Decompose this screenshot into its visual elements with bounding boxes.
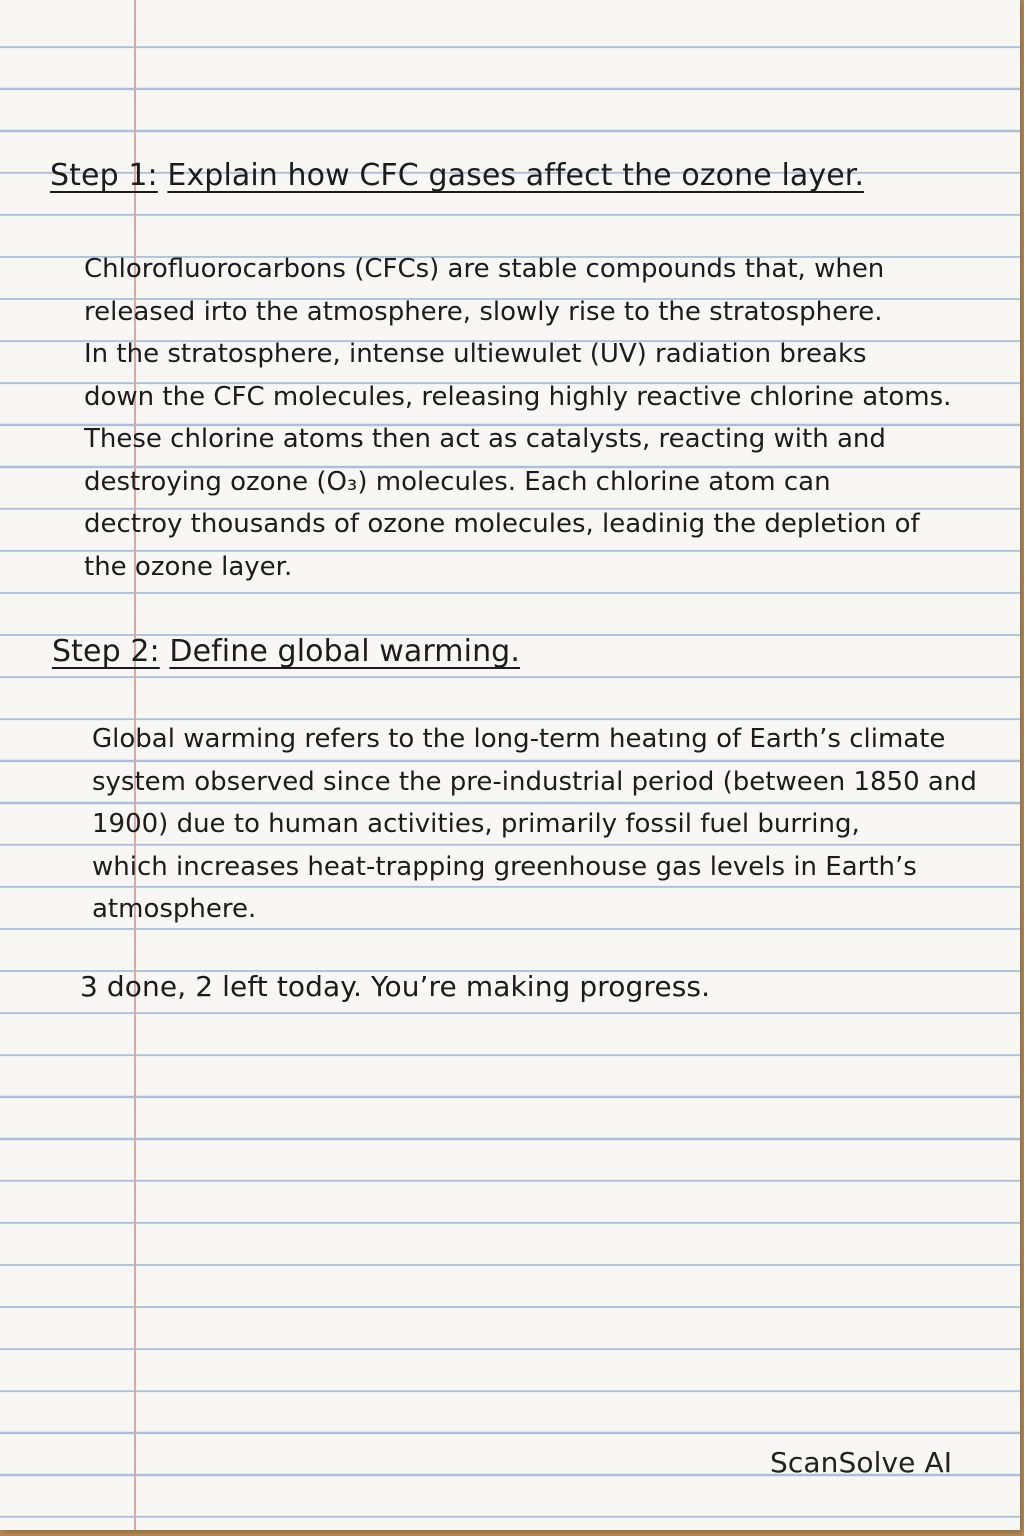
step2-line: atmosphere. <box>92 894 257 924</box>
step2-line: 1900) due to human activities, primarily fossil fuel burring, <box>92 809 860 839</box>
step1-answer <box>84 248 951 588</box>
step1-line: These chlorine atoms then act as catalysts, reacting with and <box>84 424 886 454</box>
step1-line: down the CFC molecules, releasing highly reactive chlorine atoms. <box>84 381 952 412</box>
step1-line: Chlorofluorocarbons (CFCs) are stable compounds that, when <box>84 254 885 284</box>
step1-line: dectroy thousands of ozone molecules, leadinig the depletion of <box>84 509 920 539</box>
step2-heading <box>52 634 520 669</box>
step2-line: Global warming refers to the long-term heatıng of Earth’s climate <box>92 724 946 754</box>
step2-label: Step 2: <box>52 634 160 669</box>
step1-line: the ozone layer. <box>84 551 293 582</box>
step1-label: Step 1: <box>50 158 158 193</box>
step2-question: Define global warming. <box>169 634 520 669</box>
step2-line: which increases heat-trapping greenhouse gas levels in Earth’s <box>92 851 917 882</box>
step1-line: destroying ozone (O₃) molecules. Each chlorine atom can <box>84 466 831 497</box>
step2-answer <box>92 718 977 931</box>
step1-heading <box>50 158 864 193</box>
step1-question: Explain how CFC gases affect the ozone layer. <box>167 158 865 193</box>
step1-line: In the stratosphere, intense ultiewulet (UV) radiation breaks <box>84 339 867 369</box>
progress-note: 3 done, 2 left today. You’re making progress. <box>80 970 711 1003</box>
brand-label: ScanSolve AI <box>770 1446 953 1479</box>
step2-line: system observed since the pre-industrial period (between 1850 and <box>92 766 977 797</box>
step1-line: released irto the atmosphere, slowly rise to the stratosphere. <box>84 296 883 327</box>
